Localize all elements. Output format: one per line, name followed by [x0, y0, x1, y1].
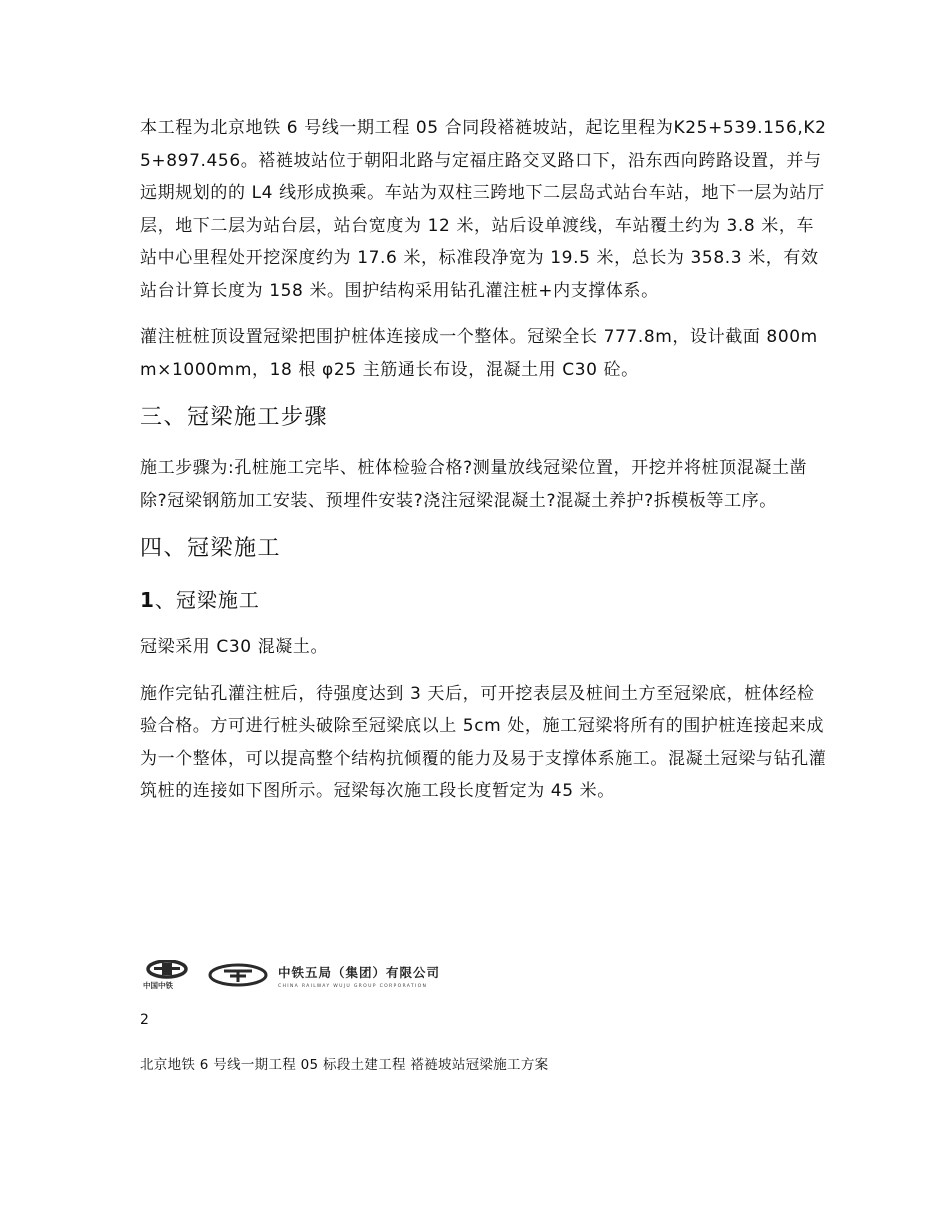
wuju-emblem-icon — [210, 965, 266, 985]
paragraph-crown-beam-description: 灌注桩桩顶设置冠梁把围护桩体连接成一个整体。冠梁全长 777.8m，设计截面 800mm×1000mm，18 根 φ25 主筋通长布设，混凝土用 C30 砼。 — [140, 327, 818, 380]
document-body — [140, 112, 830, 822]
page-number: 2 — [140, 1012, 149, 1028]
company-logo-strip — [140, 960, 485, 990]
section-heading-construction-steps: 三、冠梁施工步骤 — [140, 405, 329, 430]
subsection-title: 、冠梁施工 — [154, 588, 260, 612]
subsection-number: 1 — [140, 588, 155, 612]
paragraph-project-overview: 本工程为北京地铁 6 号线一期工程 05 合同段褡裢坡站，起讫里程为K25+539.156,K25+897.456。褡裢坡站位于朝阳北路与定福庄路交叉路口下，沿东西向跨路设置，并与远期规划的的 L4 线形成换乘。车站为双柱三跨地下二层岛式站台车站，地下一层为站厅层，地下二层为站台层，站台宽度为 12 米，站后设单渡线，车站覆土约为 3.8 米，车站中心里程处开挖深度约为 17.6 米，标准段净宽为 19.5 米，总长为 358.3 米，有效站台计算长度为 158 米。围护结构采用钻孔灌注桩+内支撑体系。 — [140, 118, 827, 301]
paragraph-concrete-grade: 冠梁采用 C30 混凝土。 — [140, 637, 329, 657]
document-footer: 北京地铁 6 号线一期工程 05 标段土建工程 褡裢坡站冠梁施工方案 — [140, 1057, 549, 1073]
paragraph-construction-steps: 施工步骤为:孔桩施工完毕、桩体检验合格?测量放线冠梁位置，开挖并将桩顶混凝土凿除?冠梁钢筋加工安装、预埋件安装?浇注冠梁混凝土?混凝土养护?拆模板等工序。 — [140, 458, 808, 511]
china-railway-emblem-icon — [148, 961, 186, 977]
company-name-cn: 中铁五局（集团）有限公司 — [278, 965, 441, 980]
emblem-caption: 中国中铁 — [143, 981, 173, 990]
section-heading-crown-beam-construction: 四、冠梁施工 — [140, 536, 282, 561]
paragraph-construction-method: 施作完钻孔灌注桩后，待强度达到 3 天后，可开挖表层及桩间土方至冠梁底，桩体经检验合格。方可进行桩头破除至冠梁底以上 5cm 处，施工冠梁将所有的围护桩连接起来成为一个整体，可以提高整个结构抗倾覆的能力及易于支撑体系施工。混凝土冠梁与钻孔灌筑桩的连接如下图所示。冠梁每次施工段长度暂定为 45 米。 — [140, 683, 827, 801]
company-name-en: CHINA RAILWAY WUJU GROUP CORPORATION — [278, 984, 428, 989]
subsection-heading-crown-beam — [140, 583, 830, 617]
